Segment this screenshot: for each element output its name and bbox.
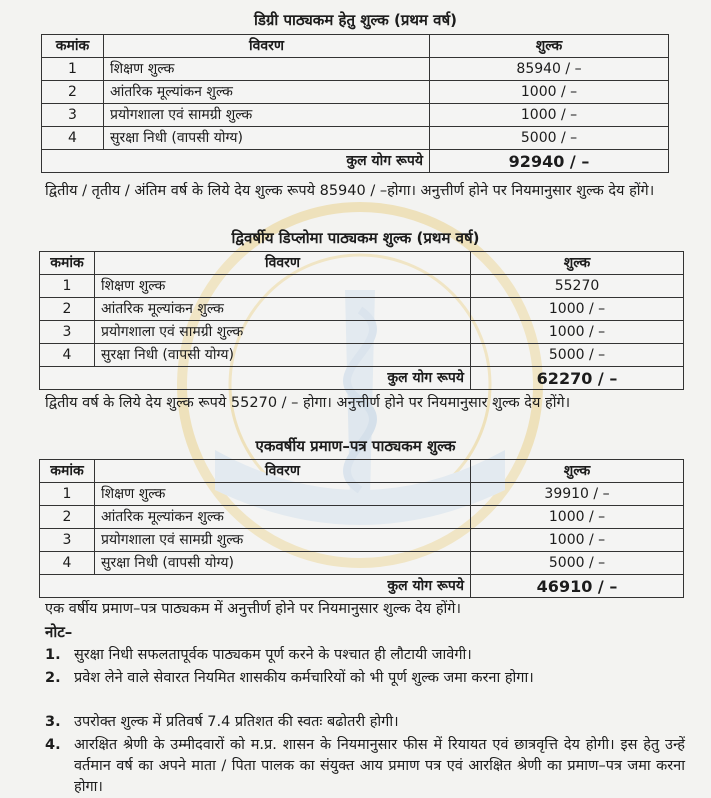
row-amount: 5000 / – [430, 127, 669, 150]
table-row [40, 321, 684, 344]
degree-fee-footnote: द्वितीय / तृतीय / अंतिम वर्ष के लिये देय शुल्क रूपये 85940 / –होगा। अनुत्तीर्ण होने पर नियमानुसार शुल्क देय होंगे। [45, 183, 655, 199]
row-number: 1 [40, 275, 95, 298]
total-label: कुल योग रूपये [40, 367, 471, 390]
row-amount: 1000 / – [471, 506, 684, 529]
row-description: सुरक्षा निधी (वापसी योग्य) [95, 552, 471, 575]
degree-fee-title: डिग्री पाठ्यकम हेतु शुल्क (प्रथम वर्ष) [253, 11, 457, 29]
row-description: प्रयोगशाला एवं सामग्री शुल्क [104, 104, 430, 127]
certificate-fee-table [39, 459, 684, 598]
total-label: कुल योग रूपये [42, 150, 430, 173]
row-amount: 5000 / – [471, 344, 684, 367]
row-amount: 85940 / – [430, 58, 669, 81]
note-text: आरक्षित श्रेणी के उम्मीदवारों को म.प्र. शासन के नियमानुसार फीस में रियायत एवं छात्रवृत्ति देय होगी। इस हेतु उन्हें वर्तमान वर्ष का अपने माता / पिता पालक का संयुक्त आय प्रमाण पत्र एवं आरक्षित श्रेणी का प्रमाण–पत्र जमा करना होगा। [74, 737, 685, 795]
column-header-desc: विवरण [95, 460, 471, 483]
row-description: शिक्षण शुल्क [95, 483, 471, 506]
row-number: 4 [42, 127, 104, 150]
row-amount: 1000 / – [430, 104, 669, 127]
column-header-desc: विवरण [104, 35, 430, 58]
table-row [40, 275, 684, 298]
certificate-fee-title: एकवर्षीय प्रमाण–पत्र पाठ्यकम शुल्क [255, 437, 456, 455]
row-number: 1 [42, 58, 104, 81]
row-amount: 1000 / – [471, 321, 684, 344]
table-row [42, 104, 669, 127]
row-number: 2 [40, 506, 95, 529]
row-description: आंतरिक मूल्यांकन शुल्क [95, 506, 471, 529]
row-amount: 5000 / – [471, 552, 684, 575]
row-number: 4 [40, 552, 95, 575]
column-header-desc: विवरण [95, 252, 471, 275]
total-row [40, 367, 684, 390]
degree-fee-table [41, 34, 669, 173]
row-amount: 55270 [471, 275, 684, 298]
total-amount: 46910 / – [471, 575, 684, 598]
note-item [45, 645, 685, 666]
note-item [45, 712, 685, 733]
certificate-fee-footnote: एक वर्षीय प्रमाण–पत्र पाठ्यकम में अनुत्तीर्ण होने पर नियमानुसार शुल्क देय होंगे। [45, 601, 461, 617]
row-number: 3 [40, 321, 95, 344]
table-header-row [42, 35, 669, 58]
table-header-row [40, 252, 684, 275]
row-description: आंतरिक मूल्यांकन शुल्क [104, 81, 430, 104]
row-description: शिक्षण शुल्क [95, 275, 471, 298]
total-label: कुल योग रूपये [40, 575, 471, 598]
row-amount: 1000 / – [430, 81, 669, 104]
note-text: सुरक्षा निधी सफलतापूर्वक पाठ्यकम पूर्ण करने के पश्चात ही लौटायी जावेगी। [74, 647, 472, 663]
row-description: आंतरिक मूल्यांकन शुल्क [95, 298, 471, 321]
column-header-no: कमांक [40, 252, 95, 275]
note-number: 3. [45, 714, 61, 730]
diploma-fee-title: द्विवर्षीय डिप्लोमा पाठ्यकम शुल्क (प्रथम वर्ष) [231, 229, 480, 247]
table-row [42, 127, 669, 150]
row-description: सुरक्षा निधी (वापसी योग्य) [104, 127, 430, 150]
column-header-no: कमांक [42, 35, 104, 58]
table-row [40, 298, 684, 321]
table-header-row [40, 460, 684, 483]
table-row [40, 344, 684, 367]
total-row [40, 575, 684, 598]
table-row [40, 552, 684, 575]
diploma-fee-table [39, 251, 684, 390]
note-text: प्रवेश लेने वाले सेवारत नियमित शासकीय कर्मचारियों को भी पूर्ण शुल्क जमा करना होगा। [74, 670, 534, 686]
note-text: उपरोक्त शुल्क में प्रतिवर्ष 7.4 प्रतिशत की स्वतः बढोतरी होगी। [74, 714, 399, 730]
notes-title: नोट– [45, 623, 73, 641]
column-header-amount: शुल्क [430, 35, 669, 58]
table-row [42, 81, 669, 104]
table-row [40, 506, 684, 529]
row-number: 3 [42, 104, 104, 127]
row-description: सुरक्षा निधी (वापसी योग्य) [95, 344, 471, 367]
row-number: 4 [40, 344, 95, 367]
row-description: शिक्षण शुल्क [104, 58, 430, 81]
note-number: 4. [45, 737, 61, 753]
row-amount: 39910 / – [471, 483, 684, 506]
row-number: 3 [40, 529, 95, 552]
diploma-fee-footnote: द्वितीय वर्ष के लिये देय शुल्क रूपये 55270 / – होगा। अनुत्तीर्ण होने पर नियमानुसार शुल्क देय होंगे। [45, 395, 571, 411]
note-item [45, 735, 685, 798]
row-description: प्रयोगशाला एवं सामग्री शुल्क [95, 529, 471, 552]
row-amount: 1000 / – [471, 298, 684, 321]
total-amount: 92940 / – [430, 150, 669, 173]
column-header-amount: शुल्क [471, 252, 684, 275]
column-header-amount: शुल्क [471, 460, 684, 483]
total-row [42, 150, 669, 173]
row-number: 2 [42, 81, 104, 104]
row-number: 2 [40, 298, 95, 321]
note-number: 1. [45, 647, 61, 663]
total-amount: 62270 / – [471, 367, 684, 390]
row-description: प्रयोगशाला एवं सामग्री शुल्क [95, 321, 471, 344]
table-row [40, 529, 684, 552]
column-header-no: कमांक [40, 460, 95, 483]
table-row [40, 483, 684, 506]
note-item [45, 668, 685, 689]
note-number: 2. [45, 670, 61, 686]
table-row [42, 58, 669, 81]
row-number: 1 [40, 483, 95, 506]
row-amount: 1000 / – [471, 529, 684, 552]
